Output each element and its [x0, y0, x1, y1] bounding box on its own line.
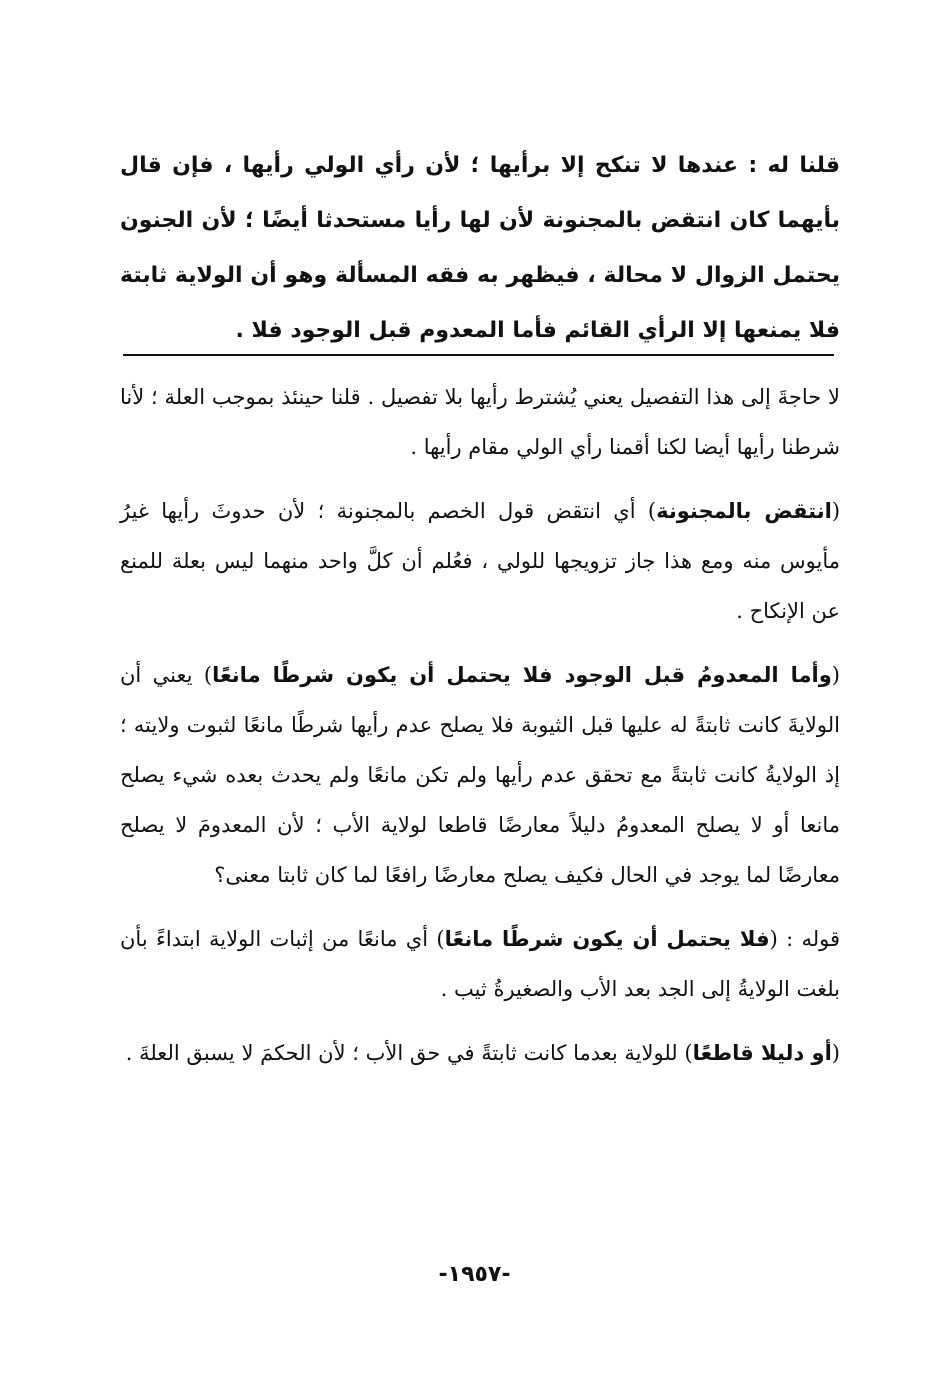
quoted-keyword: انتقض بالمجنونة: [656, 499, 832, 523]
commentary-section: [120, 372, 840, 1092]
quoted-keyword: أو دليلا قاطعًا: [692, 1041, 832, 1065]
main-text-paragraph: قلنا له : عندها لا تنكح إلا برأيها ؛ لأن رأي الولي رأيها ، فإن قال بأيهما كان انتقض بالمجنونة لأن لها رأيا مستحدثا أيضًا ؛ لأن الجنون يحتمل الزوال لا محالة ، فيظهر به فقه المسألة وهو أن الولاية ثابتة فلا يمنعها إلا الرأي القائم فأما المعدوم قبل الوجود فلا .: [120, 153, 840, 343]
commentary-text: ) للولاية بعدما كانت ثابتةً في حق الأب ؛ لأن الحكمَ لا يسبق العلةَ .: [125, 1041, 693, 1065]
quoted-keyword: فلا يحتمل أن يكون شرطًا مانعًا: [444, 927, 770, 951]
commentary-paragraph-5: [120, 1028, 840, 1078]
commentary-text: لا حاجةَ إلى هذا التفصيل يعني يُشترط رأيها بلا تفصيل . قلنا حينئذ بموجب العلة ؛ لأنا شرطنا رأيها أيضا لكنا أقمنا رأي الولي مقام رأيها .: [120, 385, 840, 459]
open-paren: (: [831, 663, 840, 687]
footnote-separator: [123, 354, 834, 356]
commentary-text: ) يعني أن الولايةَ كانت ثابتةً له عليها قبل الثيوبة فلا يصلح عدم رأيها شرطًا مانعًا لثبوت ولايته ؛ إذ الولايةُ كانت ثابتةً مع تحقق عدم رأيها ولم تكن مانعًا ولم يحدث بعده شيء يصلح مانعا أو لا يصلح المعدومُ دليلاً معارضًا قاطعا لولاية الأب ؛ لأن المعدومَ لا يصلح معارضًا لما يوجد في الحال فكيف يصلح معارضًا رافعًا لما كان ثابتا معنى؟: [120, 663, 840, 887]
commentary-paragraph-2: [120, 486, 840, 636]
open-paren: (: [831, 499, 841, 523]
commentary-paragraph-4: [120, 914, 840, 1014]
quoted-keyword: وأما المعدومُ قبل الوجود فلا يحتمل أن يكون شرطًا مانعًا: [212, 663, 832, 687]
commentary-paragraph-1: [120, 372, 840, 472]
lead-text: قوله : (: [769, 927, 840, 951]
commentary-paragraph-3: [120, 650, 840, 900]
open-paren: (: [831, 1041, 840, 1065]
commentary-text: ) أي مانعًا من إثبات الولاية ابتداءً بأن بلغت الولايةُ إلى الجد بعد الأب والصغيرةُ ثيب .: [120, 927, 840, 1001]
commentary-text: ) أي انتقض قول الخصم بالمجنونة ؛ لأن حدوثَ رأيها غيرُ مأيوس منه ومع هذا جاز تزويجها للولي ، فعُلم أن كلَّ واحد منهما ليس بعلة للمنع عن الإنكاح .: [120, 499, 840, 623]
page-number: -١٩٥٧-: [438, 1262, 511, 1287]
